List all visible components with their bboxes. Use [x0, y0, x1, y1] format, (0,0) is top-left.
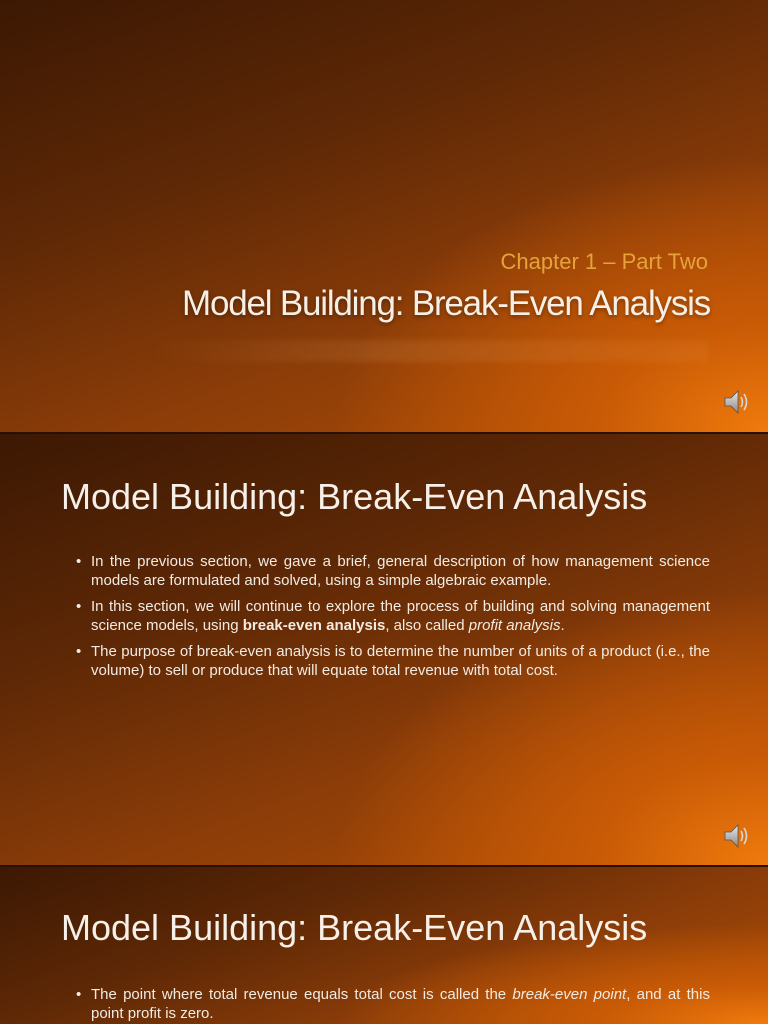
speaker-icon[interactable] [722, 387, 752, 417]
title-slide [0, 0, 768, 432]
bullet-list [76, 985, 710, 1024]
slide-heading: Model Building: Break-Even Analysis [61, 476, 648, 517]
bullet-text: , and at this point profit is zero. [91, 986, 710, 1022]
slide-subtitle: Chapter 1 – Part Two [500, 249, 708, 274]
bullet-text: . [560, 617, 565, 634]
content-slide [0, 434, 768, 865]
bullet-text: In this section, we will continue to explore the process of building and solving management science models, using [91, 598, 710, 634]
bullet-item [76, 597, 710, 635]
bullet-item [76, 985, 710, 1023]
bullet-item [76, 642, 710, 680]
bullet-italic-term: profit analysis [468, 617, 561, 634]
slide-heading: Model Building: Break-Even Analysis [61, 907, 648, 948]
bullet-list [76, 552, 710, 687]
bullet-italic-term: break-even point [512, 986, 627, 1003]
speaker-icon[interactable] [722, 821, 752, 851]
bullet-text: In the previous section, we gave a brief, general description of how management science models are formulated and solved, using a simple algebraic example. [91, 553, 710, 589]
title-reflection [148, 340, 708, 362]
bullet-item [76, 552, 710, 590]
bullet-text: The purpose of break-even analysis is to determine the number of units of a product (i.e., the volume) to sell or produce that will equate total revenue with total cost. [91, 643, 710, 679]
slide-title: Model Building: Break-Even Analysis [181, 284, 710, 323]
bullet-text: , also called [385, 617, 469, 634]
bullet-text: The point where total revenue equals total cost is called the [91, 986, 513, 1003]
bullet-bold-term: break-even analysis [242, 617, 386, 634]
content-slide [0, 867, 768, 1024]
